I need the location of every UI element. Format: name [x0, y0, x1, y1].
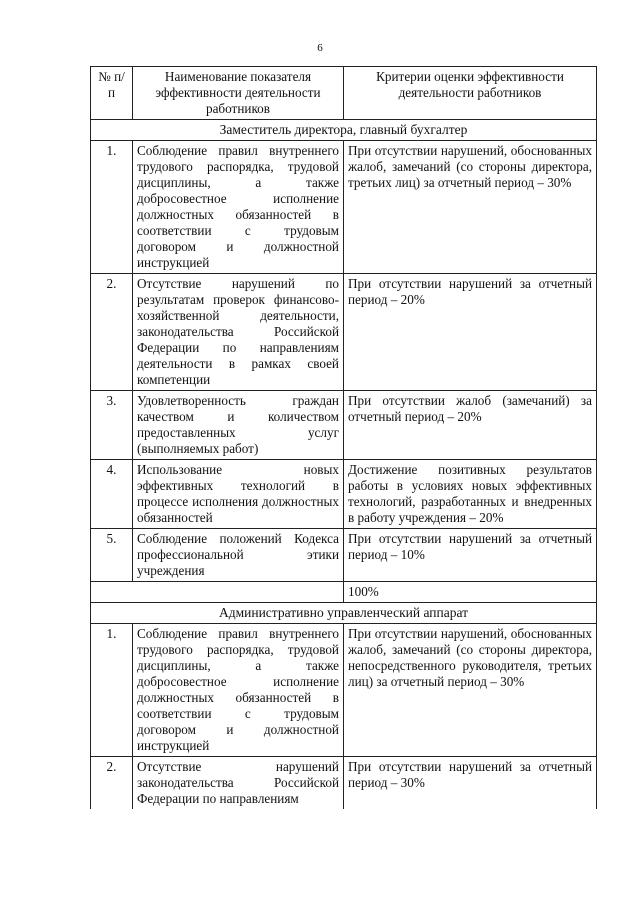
indicator-cell: Соблюдение правил внутреннего трудового распорядка, трудовой дисциплины, а также добросовестное исполнение должностных обязанностей в соответствии с трудовым договором и должностной инструкцией [133, 624, 344, 757]
indicator-cell: Соблюдение положений Кодекса профессиональной этики учреждения [133, 529, 344, 582]
row-number: 2. [91, 757, 133, 810]
criteria-table [90, 66, 597, 809]
row-number: 4. [91, 460, 133, 529]
total-label-cell [91, 582, 344, 603]
table-row [91, 274, 597, 391]
table-header-row [91, 67, 597, 120]
section-heading-row [91, 603, 597, 624]
row-number: 3. [91, 391, 133, 460]
indicator-cell: Использование новых эффективных технологий в процессе исполнения должностных обязанностей [133, 460, 344, 529]
row-number: 5. [91, 529, 133, 582]
indicator-cell: Отсутствие нарушений законодательства Российской Федерации по направлениям [133, 757, 344, 810]
criteria-cell: При отсутствии нарушений, обоснованных жалоб, замечаний (со стороны директора, третьих лиц) за отчетный период – 30% [344, 141, 597, 274]
header-indicator: Наименование показателя эффективности деятельности работников [133, 67, 344, 120]
criteria-cell: При отсутствии нарушений за отчетный период – 10% [344, 529, 597, 582]
row-number: 1. [91, 624, 133, 757]
header-num: № п/п [91, 67, 133, 120]
section-heading-row [91, 120, 597, 141]
header-criteria: Критерии оценки эффективности деятельности работников [344, 67, 597, 120]
table-row [91, 141, 597, 274]
total-value: 100% [344, 582, 597, 603]
indicator-cell: Отсутствие нарушений по результатам проверок финансово-хозяйственной деятельности, законодательства Российской Федерации по направлениям деятельности в рамках своей компетенции [133, 274, 344, 391]
indicator-cell: Соблюдение правил внутреннего трудового распорядка, трудовой дисциплины, а также добросовестное исполнение должностных обязанностей в соответствии с трудовым договором и должностной инструкцией [133, 141, 344, 274]
criteria-cell: При отсутствии нарушений за отчетный период – 20% [344, 274, 597, 391]
table-row [91, 757, 597, 810]
table-row [91, 529, 597, 582]
section-title: Заместитель директора, главный бухгалтер [91, 120, 597, 141]
criteria-cell: Достижение позитивных результатов работы в условиях новых эффективных технологий, разработанных и внедренных в работу учреждения – 20% [344, 460, 597, 529]
criteria-cell: При отсутствии жалоб (замечаний) за отчетный период – 20% [344, 391, 597, 460]
section-title: Административно управленческий аппарат [91, 603, 597, 624]
row-number: 1. [91, 141, 133, 274]
criteria-cell: При отсутствии нарушений за отчетный период – 30% [344, 757, 597, 810]
table-row [91, 391, 597, 460]
total-row [91, 582, 597, 603]
table-row [91, 624, 597, 757]
indicator-cell: Удовлетворенность граждан качеством и количеством предоставленных услуг (выполняемых работ) [133, 391, 344, 460]
criteria-cell: При отсутствии нарушений, обоснованных жалоб, замечаний (со стороны директора, непосредственного руководителя, третьих лиц) за отчетный период – 30% [344, 624, 597, 757]
table-row [91, 460, 597, 529]
row-number: 2. [91, 274, 133, 391]
page-number: 6 [317, 42, 323, 54]
